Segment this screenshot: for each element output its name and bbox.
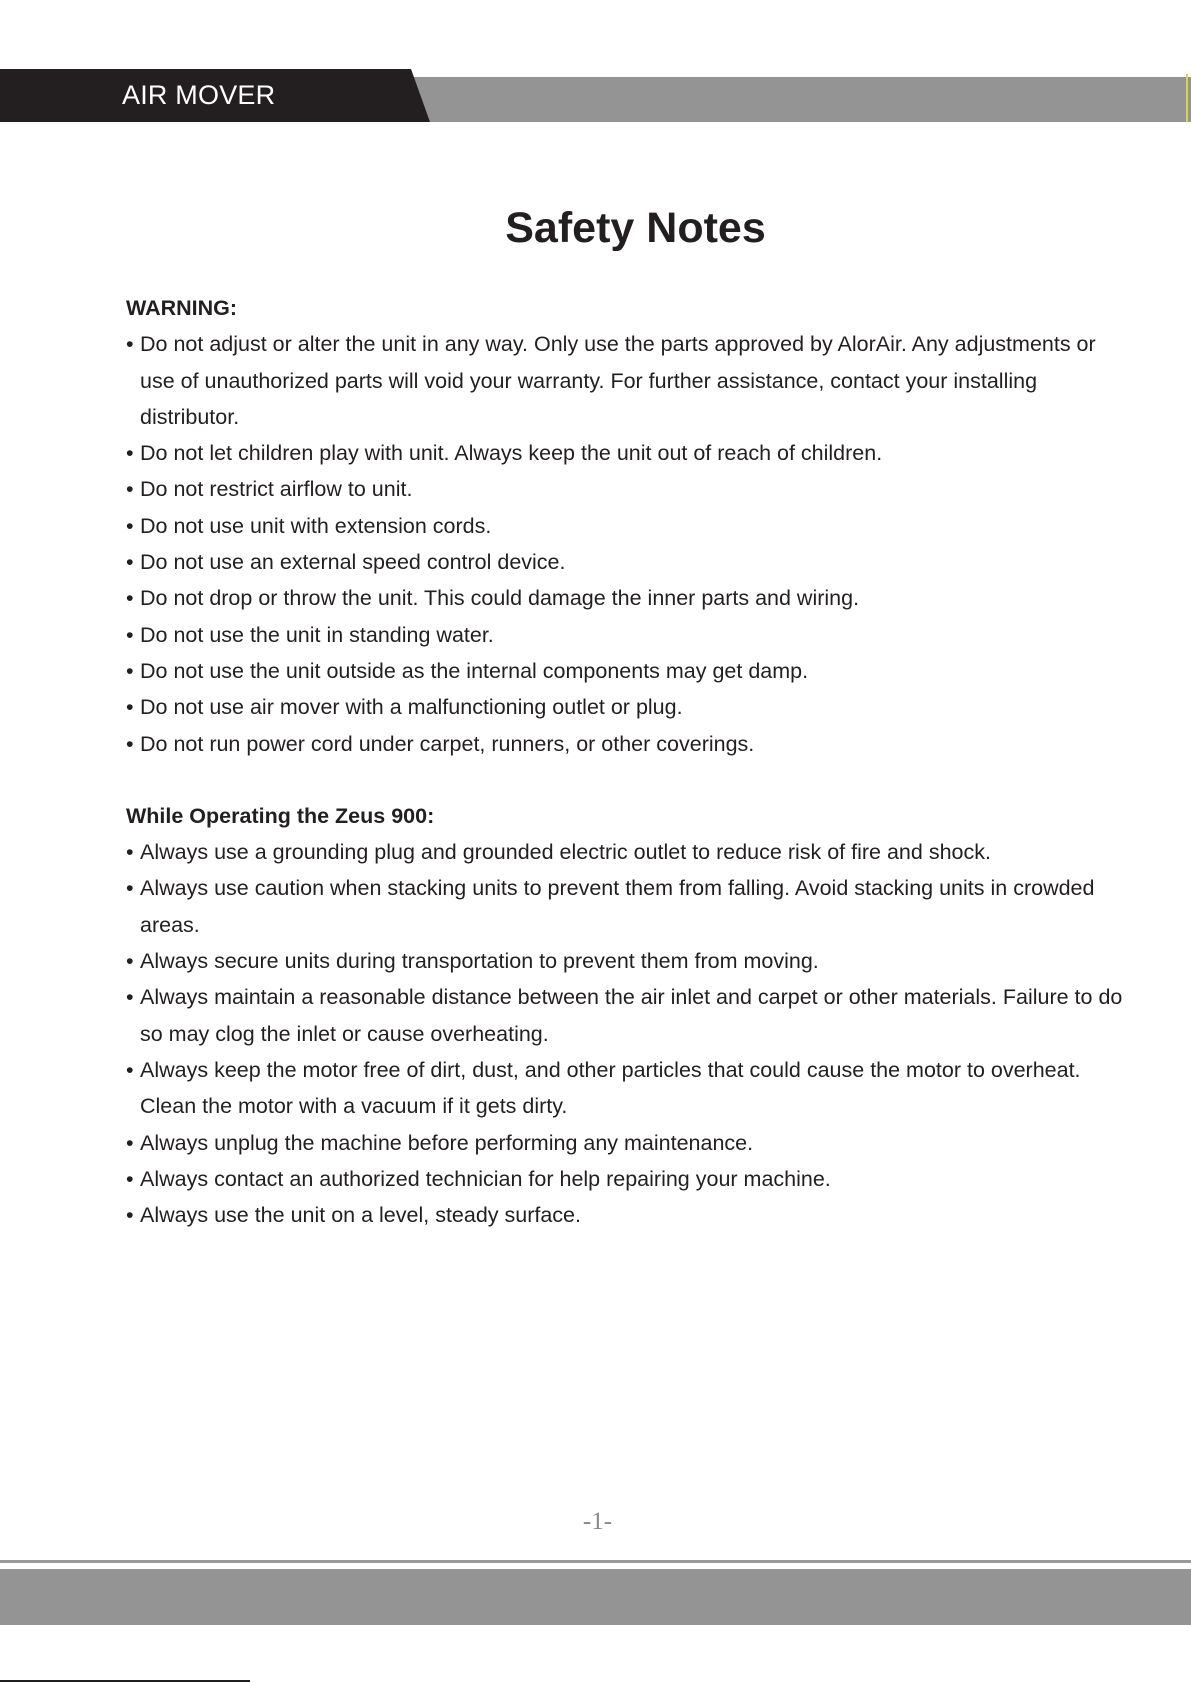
- footer-band: [0, 1569, 1191, 1625]
- list-item: • Always use caution when stacking units to prevent them from falling. Avoid stacking units in crowded areas.: [126, 870, 1136, 943]
- section-spacer: [126, 762, 1136, 798]
- list-item: • Do not restrict airflow to unit.: [126, 471, 1136, 507]
- page-number-text: -1-: [582, 1508, 613, 1535]
- list-item: • Do not let children play with unit. Always keep the unit out of reach of children.: [126, 435, 1136, 471]
- footer-bottom-rule: [0, 1680, 250, 1682]
- safety-notes-content: [126, 290, 1136, 1233]
- warning-heading: WARNING:: [126, 296, 238, 320]
- list-item: • Do not drop or throw the unit. This could damage the inner parts and wiring.: [126, 580, 1136, 616]
- list-item: • Do not run power cord under carpet, runners, or other coverings.: [126, 726, 1136, 762]
- list-item: • Always unplug the machine before performing any maintenance.: [126, 1125, 1136, 1161]
- list-item: • Do not use air mover with a malfunctioning outlet or plug.: [126, 689, 1136, 725]
- list-item: • Do not use unit with extension cords.: [126, 508, 1136, 544]
- list-item: • Always use the unit on a level, steady surface.: [126, 1197, 1136, 1233]
- warning-list: [126, 326, 1136, 762]
- header-section-label: AIR MOVER: [122, 80, 276, 110]
- page-title: Safety Notes: [505, 204, 766, 252]
- list-item: • Always maintain a reasonable distance between the air inlet and carpet or other materials. Failure to do so may clog the inlet or cause overheating.: [126, 979, 1136, 1052]
- list-item: • Always use a grounding plug and grounded electric outlet to reduce risk of fire and shock.: [126, 834, 1136, 870]
- list-item: • Do not use the unit outside as the internal components may get damp.: [126, 653, 1136, 689]
- page-number: [0, 1508, 1191, 1536]
- operating-list: [126, 834, 1136, 1233]
- header-accent-line: [1186, 74, 1188, 122]
- list-item: • Always keep the motor free of dirt, dust, and other particles that could cause the motor to overheat. Clean the motor with a vacuum if it gets dirty.: [126, 1052, 1136, 1125]
- list-item: • Do not use the unit in standing water.: [126, 617, 1136, 653]
- list-item: • Do not use an external speed control device.: [126, 544, 1136, 580]
- footer-rule: [0, 1560, 1191, 1563]
- list-item: • Do not adjust or alter the unit in any way. Only use the parts approved by AlorAir. Any adjustments or use of unauthorized parts will void your warranty. For further assistance, contact your installing distributor.: [126, 326, 1136, 435]
- header-band: [395, 77, 1191, 122]
- list-item: • Always contact an authorized technician for help repairing your machine.: [126, 1161, 1136, 1197]
- list-item: • Always secure units during transportation to prevent them from moving.: [126, 943, 1136, 979]
- operating-heading: While Operating the Zeus 900:: [126, 803, 435, 828]
